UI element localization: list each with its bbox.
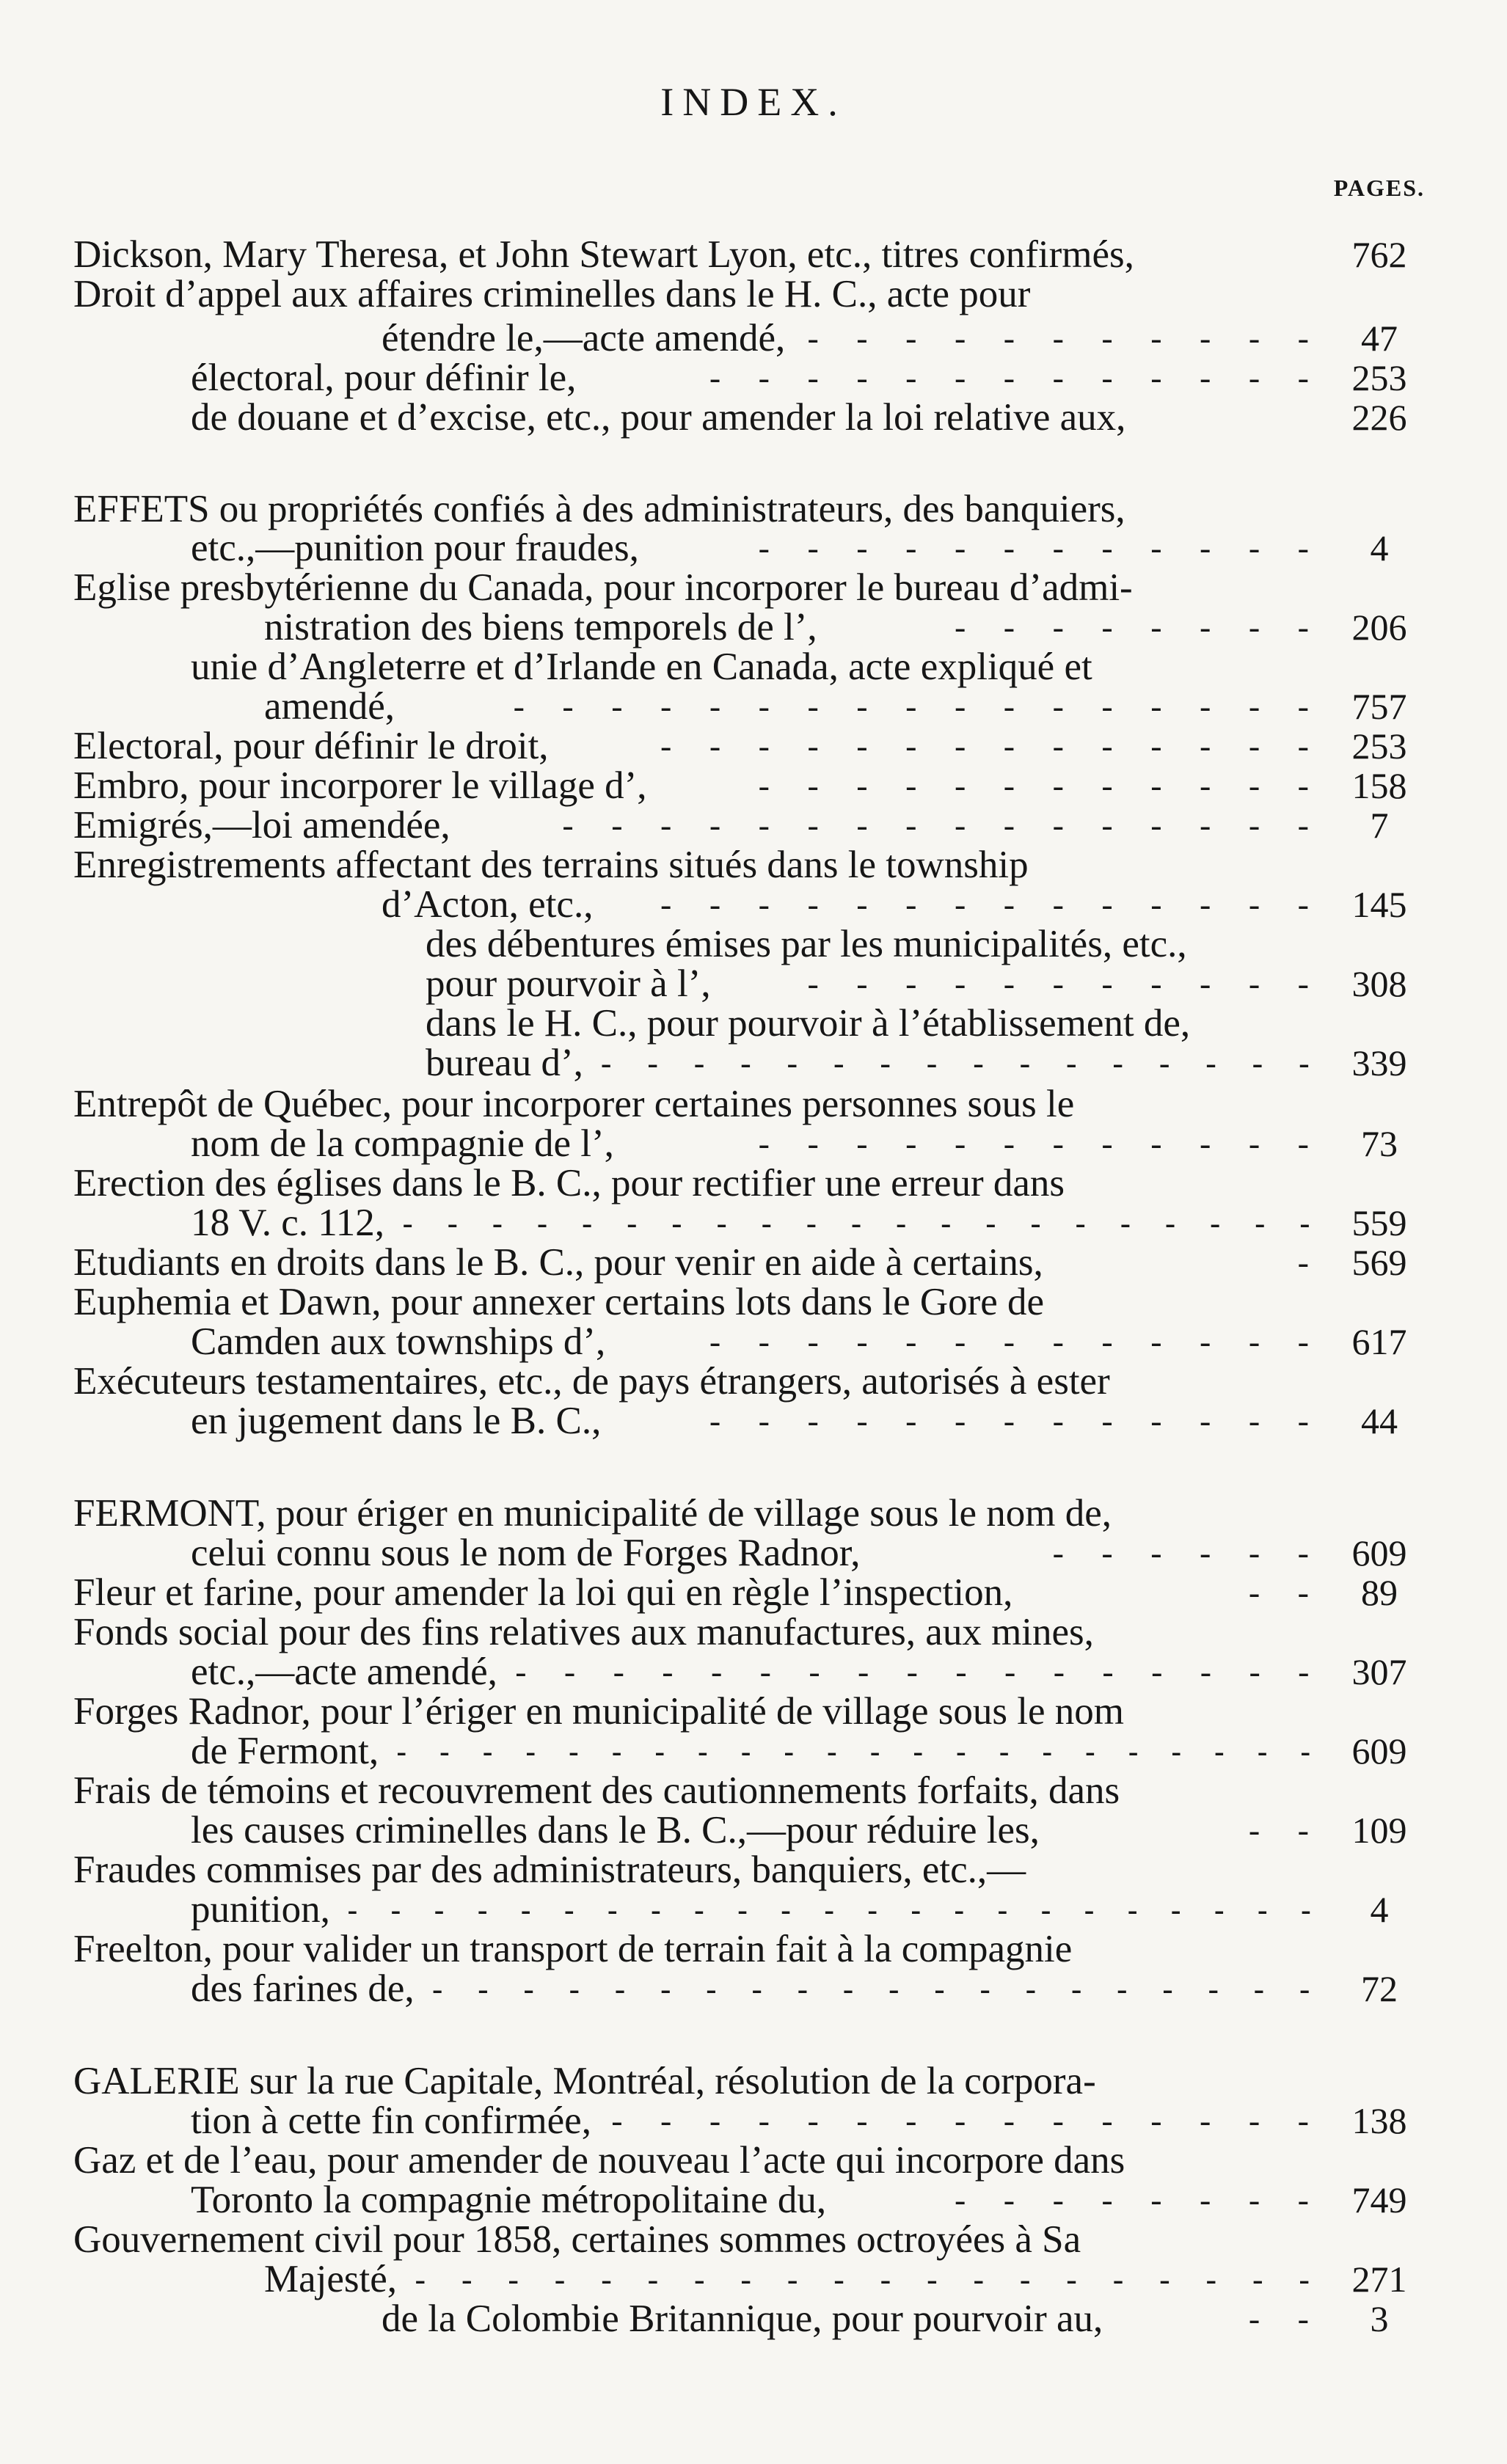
page-number: 226 [1351, 397, 1407, 438]
dot-leader: - - - - - - - - - - - - - - - - - - - - [432, 1970, 1324, 2007]
dot-leader: - - - - - - - - - - - - [758, 529, 1324, 566]
page-number: 47 [1361, 318, 1398, 359]
dot-leader: - - [1248, 2300, 1324, 2337]
page-number: 308 [1351, 963, 1407, 1004]
dot-leader: - - - - - - - - - - - - - - - - - [513, 687, 1324, 725]
index-entry [0, 1202, 1507, 1244]
index-entry [0, 1002, 1507, 1045]
index-entry [0, 1162, 1507, 1204]
index-entry [0, 1042, 1507, 1084]
dot-leader: - - - - - - - - - - - - - - - - - - - - [415, 2260, 1324, 2297]
dot-leader: - - - - - - - - - - - - - - - - [562, 806, 1324, 844]
entry-text: tion à cette fin confirmée, [191, 2099, 591, 2142]
entry-text: dans le H. C., pour pourvoir à l’établissement de, [426, 1002, 1191, 1045]
entry-text: des débentures émises par les municipalités, etc., [426, 923, 1187, 965]
page-number: 109 [1351, 1810, 1407, 1851]
index-entry [0, 646, 1507, 688]
entry-text: Euphemia et Dawn, pour annexer certains lots dans le Gore de [73, 1281, 1045, 1323]
entry-text: etc.,—punition pour fraudes, [191, 527, 639, 569]
index-entry [0, 2139, 1507, 2182]
index-entry [0, 804, 1507, 847]
index-entry [0, 1928, 1507, 1970]
index-entry [0, 725, 1507, 767]
entry-text: Droit d’appel aux affaires criminelles dans le H. C., acte pour [73, 273, 1031, 315]
index-entry [0, 1967, 1507, 2010]
entry-text: Camden aux townships d’, [191, 1320, 606, 1363]
pages-column-header: PAGES. [1333, 175, 1425, 201]
page-number: 158 [1351, 765, 1407, 806]
page-number: 271 [1351, 2259, 1407, 2300]
entry-text: Dickson, Mary Theresa, et John Stewart Lyon, etc., titres confirmés, [73, 233, 1134, 276]
index-entry [0, 1730, 1507, 1772]
entry-text: Forges Radnor, pour l’ériger en municipalité de village sous le nom [73, 1690, 1124, 1733]
index-entry [0, 566, 1507, 609]
page-title: INDEX. [660, 80, 847, 124]
entry-text: Frais de témoins et recouvrement des cautionnements forfaits, dans [73, 1769, 1120, 1812]
index-entry [0, 317, 1507, 359]
page-number: 73 [1361, 1123, 1398, 1164]
entry-text: 18 V. c. 112, [191, 1202, 385, 1244]
entry-text: amendé, [264, 685, 395, 728]
dot-leader: - - - - - - - - - - - - - - [660, 885, 1324, 923]
dot-leader: - - - - - - - - - - - [807, 319, 1324, 357]
entry-text: Emigrés,—loi amendée, [73, 804, 450, 847]
index-entry [0, 1492, 1507, 1535]
index-entry [0, 883, 1507, 926]
page-number: 44 [1361, 1400, 1398, 1441]
page-number: 89 [1361, 1572, 1398, 1613]
entry-text: Freelton, pour valider un transport de terrain fait à la compagnie [73, 1928, 1073, 1970]
dot-leader: - - - - - - - - [954, 608, 1324, 646]
dot-leader: - - - - - - - - - - - - - - - - - - - - - - - [347, 1890, 1324, 1928]
page-number: 7 [1370, 805, 1389, 846]
index-entry [0, 1611, 1507, 1653]
page-number: 72 [1361, 1968, 1398, 2009]
dot-leader: - - [1248, 1811, 1324, 1849]
entry-text: Gouvernement civil pour 1858, certaines sommes octroyées à Sa [73, 2218, 1081, 2261]
page-number: 569 [1351, 1242, 1407, 1283]
index-entry [0, 1281, 1507, 1323]
entry-text: de la Colombie Britannique, pour pourvoir au, [382, 2297, 1103, 2340]
dot-leader: - - - - - - - - - - - - - [709, 1323, 1324, 1360]
index-entry [0, 527, 1507, 569]
entry-text: bureau d’, [426, 1042, 583, 1084]
entry-text: de Fermont, [191, 1730, 379, 1772]
index-entry [0, 764, 1507, 807]
entry-text: Electoral, pour définir le droit, [73, 725, 549, 767]
index-entry [0, 357, 1507, 399]
page-number: 749 [1351, 2179, 1407, 2220]
entry-text: nom de la compagnie de l’, [191, 1122, 614, 1165]
page-number: 138 [1351, 2100, 1407, 2141]
entry-text: Enregistrements affectant des terrains situés dans le township [73, 844, 1029, 886]
entry-text: Gaz et de l’eau, pour amender de nouveau l’acte qui incorpore dans [73, 2139, 1125, 2182]
index-entry [0, 1650, 1507, 1693]
entry-text: Embro, pour incorporer le village d’, [73, 764, 647, 807]
dot-leader: - - - - - - - - - - - - - - - - - - - - - [402, 1204, 1324, 1241]
entry-text: Erection des églises dans le B. C., pour rectifier une erreur dans [73, 1162, 1065, 1204]
dot-leader: - - - - - - - - - - - - - - - [611, 2102, 1324, 2139]
page-number: 145 [1351, 884, 1407, 925]
dot-leader: - - - - - - - - - - - - - [709, 359, 1324, 396]
entry-text: celui connu sous le nom de Forges Radnor, [191, 1532, 861, 1574]
index-entry [0, 844, 1507, 886]
index-entry [0, 1083, 1507, 1125]
index-entry [0, 2297, 1507, 2340]
entry-text: Eglise presbytérienne du Canada, pour incorporer le bureau d’admi- [73, 566, 1133, 609]
entry-text: GALERIE sur la rue Capitale, Montréal, résolution de la corpora- [73, 2060, 1096, 2102]
dot-leader: - - - - - - - - - - - - - - - - - - - - - - [396, 1732, 1324, 1769]
index-entry [0, 1809, 1507, 1851]
index-entry [0, 488, 1507, 530]
dot-leader: - - - - - - - - - - - - [758, 767, 1324, 804]
index-entry [0, 1360, 1507, 1403]
dot-leader: - - - - - - - - - - - [807, 965, 1324, 1002]
page-number: 307 [1351, 1651, 1407, 1692]
entry-text: punition, [191, 1888, 330, 1931]
page-number: 253 [1351, 357, 1407, 398]
entry-text: de douane et d’excise, etc., pour amender la loi relative aux, [191, 396, 1126, 439]
dot-leader: - - [1248, 1573, 1324, 1611]
index-entry [0, 1690, 1507, 1733]
index-entry [0, 273, 1507, 315]
index-entry [0, 1122, 1507, 1165]
entry-text: Fraudes commises par des administrateurs, banquiers, etc.,— [73, 1849, 1026, 1891]
page-number: 559 [1351, 1202, 1407, 1243]
entry-text: électoral, pour définir le, [191, 357, 577, 399]
page-number: 339 [1351, 1042, 1407, 1083]
entry-text: Etudiants en droits dans le B. C., pour venir en aide à certains, [73, 1241, 1043, 1284]
entry-text: en jugement dans le B. C., [191, 1400, 602, 1442]
dot-leader: - - - - - - - - - - - - - - [660, 727, 1324, 764]
dot-leader: - - - - - - [1052, 1534, 1324, 1571]
index-entry [0, 923, 1507, 965]
index-entry [0, 1320, 1507, 1363]
entry-text: les causes criminelles dans le B. C.,—pour réduire les, [191, 1809, 1040, 1851]
dot-leader: - - - - - - - - [954, 2181, 1324, 2218]
page-number: 617 [1351, 1321, 1407, 1362]
index-entry [0, 1849, 1507, 1891]
index-entry [0, 1241, 1507, 1284]
page-number: 609 [1351, 1730, 1407, 1772]
index-entry [0, 396, 1507, 439]
entry-text: Majesté, [264, 2258, 398, 2300]
index-entry [0, 1532, 1507, 1574]
entry-text: pour pourvoir à l’, [426, 962, 711, 1005]
entry-text: etc.,—acte amendé, [191, 1650, 497, 1693]
page-number: 206 [1351, 607, 1407, 648]
dot-leader: - - - - - - - - - - - - - [709, 1402, 1324, 1439]
entry-text: unie d’Angleterre et d’Irlande en Canada, acte expliqué et [191, 646, 1092, 688]
entry-text: Toronto la compagnie métropolitaine du, [191, 2179, 827, 2221]
page-number: 253 [1351, 725, 1407, 767]
entry-text: Exécuteurs testamentaires, etc., de pays étrangers, autorisés à ester [73, 1360, 1110, 1403]
entry-text: FERMONT, pour ériger en municipalité de village sous le nom de, [73, 1492, 1112, 1535]
entry-text: Fonds social pour des fins relatives aux manufactures, aux mines, [73, 1611, 1094, 1653]
index-entry [0, 233, 1507, 276]
index-entry [0, 606, 1507, 648]
entry-text: des farines de, [191, 1967, 415, 2010]
page-number: 609 [1351, 1532, 1407, 1573]
index-entry [0, 1769, 1507, 1812]
entry-text: Fleur et farine, pour amender la loi qui en règle l’inspection, [73, 1571, 1013, 1614]
index-entry [0, 2218, 1507, 2261]
entry-text: EFFETS ou propriétés confiés à des administrateurs, des banquiers, [73, 488, 1125, 530]
dot-leader: - - - - - - - - - - - - [758, 1125, 1324, 1162]
index-entry [0, 1571, 1507, 1614]
dot-leader: - - - - - - - - - - - - - - - - - [514, 1653, 1324, 1690]
index-entry [0, 962, 1507, 1005]
index-entry [0, 2099, 1507, 2142]
index-entry [0, 2258, 1507, 2300]
index-entry [0, 1888, 1507, 1931]
dot-leader: - - - - - - - - - - - - - - - - [601, 1044, 1324, 1081]
index-entry [0, 2179, 1507, 2221]
page-number: 4 [1370, 527, 1389, 569]
entry-text: d’Acton, etc., [382, 883, 594, 926]
index-entry [0, 2060, 1507, 2102]
dot-leader: - [1297, 1243, 1324, 1281]
entry-text: Entrepôt de Québec, pour incorporer certaines personnes sous le [73, 1083, 1075, 1125]
page-number: 762 [1351, 234, 1407, 275]
index-entry [0, 1400, 1507, 1442]
index-entry [0, 685, 1507, 728]
entry-text: étendre le,—acte amendé, [382, 317, 786, 359]
page-number: 3 [1370, 2298, 1389, 2339]
entry-text: nistration des biens temporels de l’, [264, 606, 817, 648]
page-number: 757 [1351, 686, 1407, 727]
page-number: 4 [1370, 1889, 1389, 1930]
